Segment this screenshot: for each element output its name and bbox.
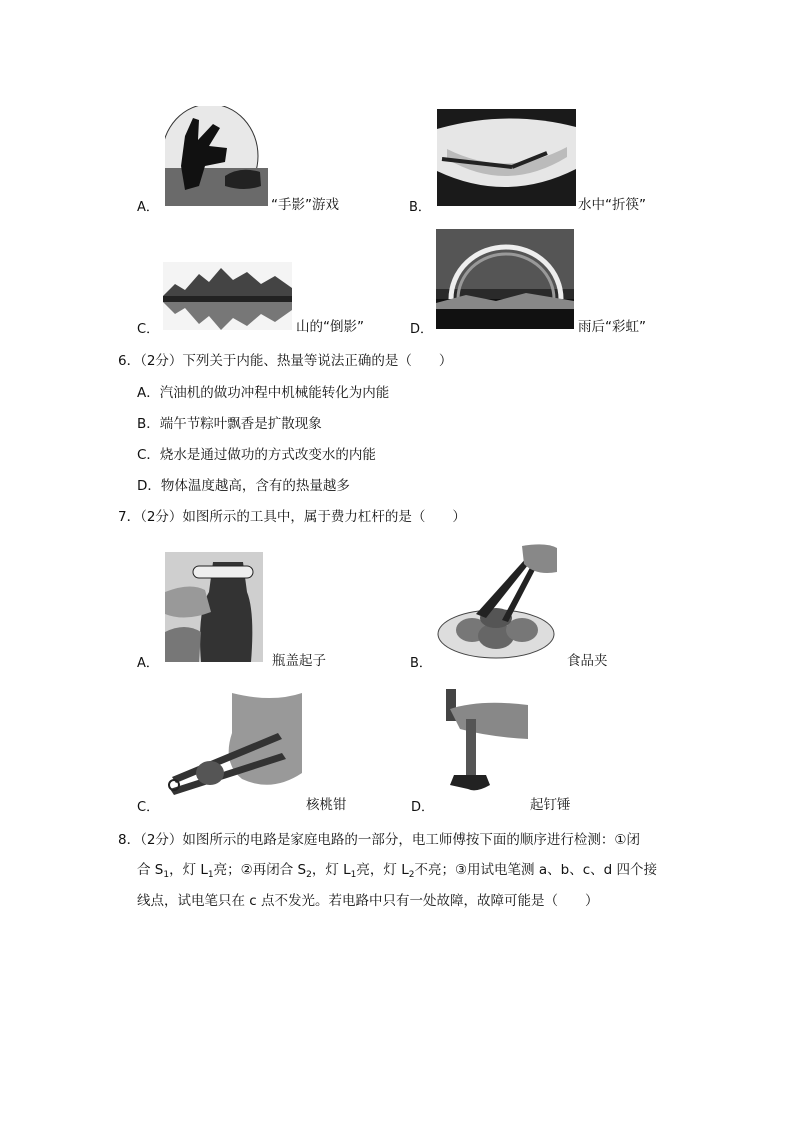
q8-text: 不亮；③用试电笔测 a、b、c、d 四个接 [414,862,657,878]
q8-subscript: 2 [408,870,415,880]
q5-option-b-caption: 水中“折筷” [578,197,646,213]
q8-line-3: 线点，试电笔只在 c 点不发光。若电路中只有一处故障，故障可能是（ ） [137,893,599,909]
q6-option-b: B．端午节粽叶飘香是扩散现象 [137,416,322,432]
q6-option-d: D．物体温度越高，含有的热量越多 [137,478,350,494]
q5-option-d-caption: 雨后“彩虹” [578,319,646,335]
q7-option-b-caption: 食品夹 [567,653,608,669]
q8-text: 亮，灯 L [356,862,409,878]
rainbow-image [436,229,574,329]
q7-option-d-letter: D． [411,800,435,815]
nutcracker-image [162,693,302,796]
q8-subscript: 1 [163,870,170,880]
q7-option-b-letter: B． [410,656,432,671]
q7-option-d-caption: 起钉锤 [530,797,571,813]
q8-text: 合 S [137,862,164,878]
q7-option-a-caption: 瓶盖起子 [272,653,326,669]
q7-stem: 7．（2分）如图所示的工具中，属于费力杠杆的是（ ） [118,509,466,525]
q5-option-c-letter: C． [137,322,160,337]
q8-text: 亮；②再闭合 S [213,862,307,878]
q8-text: ，灯 L [311,862,351,878]
q5-option-d-letter: D． [410,322,434,337]
q7-option-c-letter: C． [137,800,160,815]
q5-option-c-caption: 山的“倒影” [296,319,364,335]
q5-option-a-letter: A． [137,200,159,215]
q8-subscript: 1 [350,870,357,880]
claw-hammer-image [440,689,528,798]
hand-shadow-image [165,106,268,206]
q8-subscript: 1 [207,870,214,880]
q5-option-a-caption: “手影”游戏 [271,197,339,213]
q8-line-2 [137,860,657,885]
q8-subscript: 2 [306,870,312,880]
q7-option-a-letter: A． [137,656,159,671]
q8-line-1: 8．（2分）如图所示的电路是家庭电路的一部分，电工师傅按下面的顺序进行检测：①闭 [118,832,641,848]
q5-option-b-letter: B． [409,200,431,215]
q6-option-a: A．汽油机的做功冲程中机械能转化为内能 [137,385,390,401]
mountain-reflection-image [163,262,292,330]
q8-text: ，灯 L [169,862,208,878]
q6-option-c: C．烧水是通过做功的方式改变水的内能 [137,447,376,463]
bottle-opener-image [165,552,263,662]
q6-stem: 6．（2分）下列关于内能、热量等说法正确的是（ ） [118,353,453,369]
bent-chopstick-image [437,109,576,206]
q7-option-c-caption: 核桃钳 [306,797,347,813]
food-tongs-image [436,542,557,662]
